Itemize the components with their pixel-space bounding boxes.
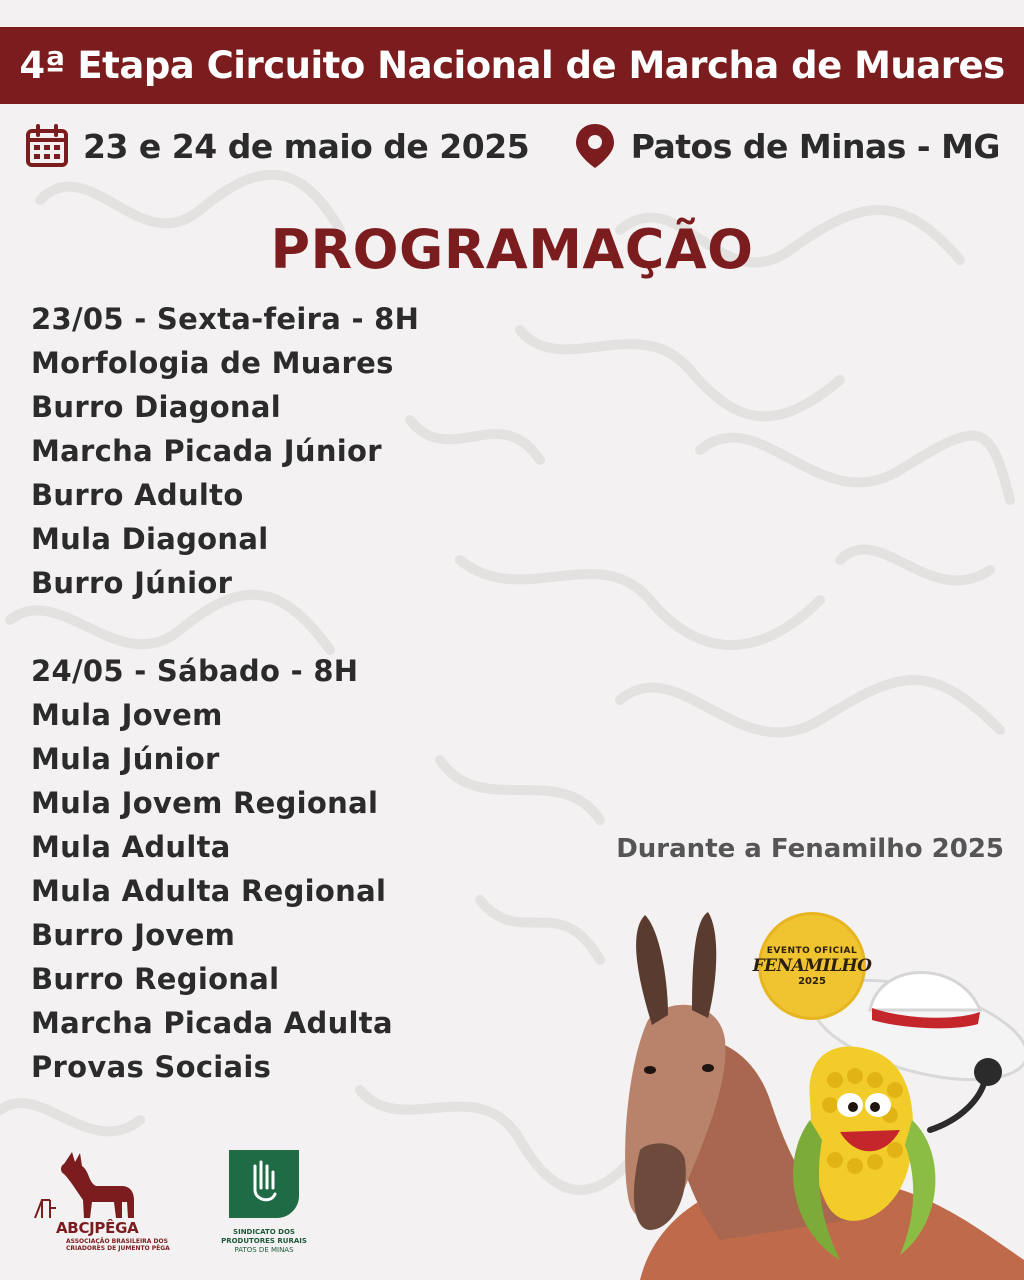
schedule xyxy=(31,297,591,1089)
sindicato-emblem-icon xyxy=(225,1146,303,1220)
event-item: Mula Diagonal xyxy=(31,522,269,556)
event-item: Provas Sociais xyxy=(31,1050,272,1084)
badge-line2: FENAMILHO xyxy=(752,955,872,976)
event-item: Mula Jovem xyxy=(31,698,223,732)
location-info xyxy=(573,122,1000,170)
day-title: 24/05 - Sábado - 8H xyxy=(31,654,359,688)
event-item: Mula Adulta xyxy=(31,830,231,864)
date-text: 23 e 24 de maio de 2025 xyxy=(83,126,530,166)
donkey-icon xyxy=(30,1150,170,1220)
event-item: Mula Júnior xyxy=(31,742,220,776)
event-item: Marcha Picada Júnior xyxy=(31,434,382,468)
event-item: Mula Adulta Regional xyxy=(31,874,387,908)
event-item: Burro Júnior xyxy=(31,566,233,600)
location-text: Patos de Minas - MG xyxy=(630,126,1000,166)
badge-line3: 2025 xyxy=(798,975,826,987)
location-pin-icon xyxy=(573,122,617,170)
sindicato-subtitle: SINDICATO DOS PRODUTORES RURAIS PATOS DE MINAS xyxy=(221,1228,307,1254)
info-row xyxy=(25,118,1000,174)
page-heading: PROGRAMAÇÃO xyxy=(270,218,754,281)
date-info xyxy=(25,124,529,168)
event-item: Morfologia de Muares xyxy=(31,346,394,380)
abcjpega-name: ABCJPÊGA xyxy=(56,1219,139,1237)
abcjpega-subtitle: ASSOCIAÇÃO BRASILEIRA DOS CRIADORES DE JUMENTO PÊGA xyxy=(66,1238,170,1252)
calendar-icon xyxy=(25,124,69,168)
day-title: 23/05 - Sexta-feira - 8H xyxy=(31,302,420,336)
event-item: Burro Jovem xyxy=(31,918,236,952)
title-bar xyxy=(0,27,1024,104)
during-text: Durante a Fenamilho 2025 xyxy=(616,834,1004,864)
event-item: Mula Jovem Regional xyxy=(31,786,379,820)
event-item: Burro Regional xyxy=(31,962,280,996)
fenamilho-official-badge xyxy=(752,912,872,1020)
day-spacer xyxy=(31,605,591,649)
event-item: Burro Diagonal xyxy=(31,390,281,424)
event-item: Burro Adulto xyxy=(31,478,244,512)
badge-line1: EVENTO OFICIAL xyxy=(766,945,858,956)
sindicato-logo xyxy=(222,1146,306,1264)
abcjpega-logo xyxy=(30,1150,170,1260)
event-item: Marcha Picada Adulta xyxy=(31,1006,393,1040)
event-title: 4ª Etapa Circuito Nacional de Marcha de Muares xyxy=(19,44,1005,87)
